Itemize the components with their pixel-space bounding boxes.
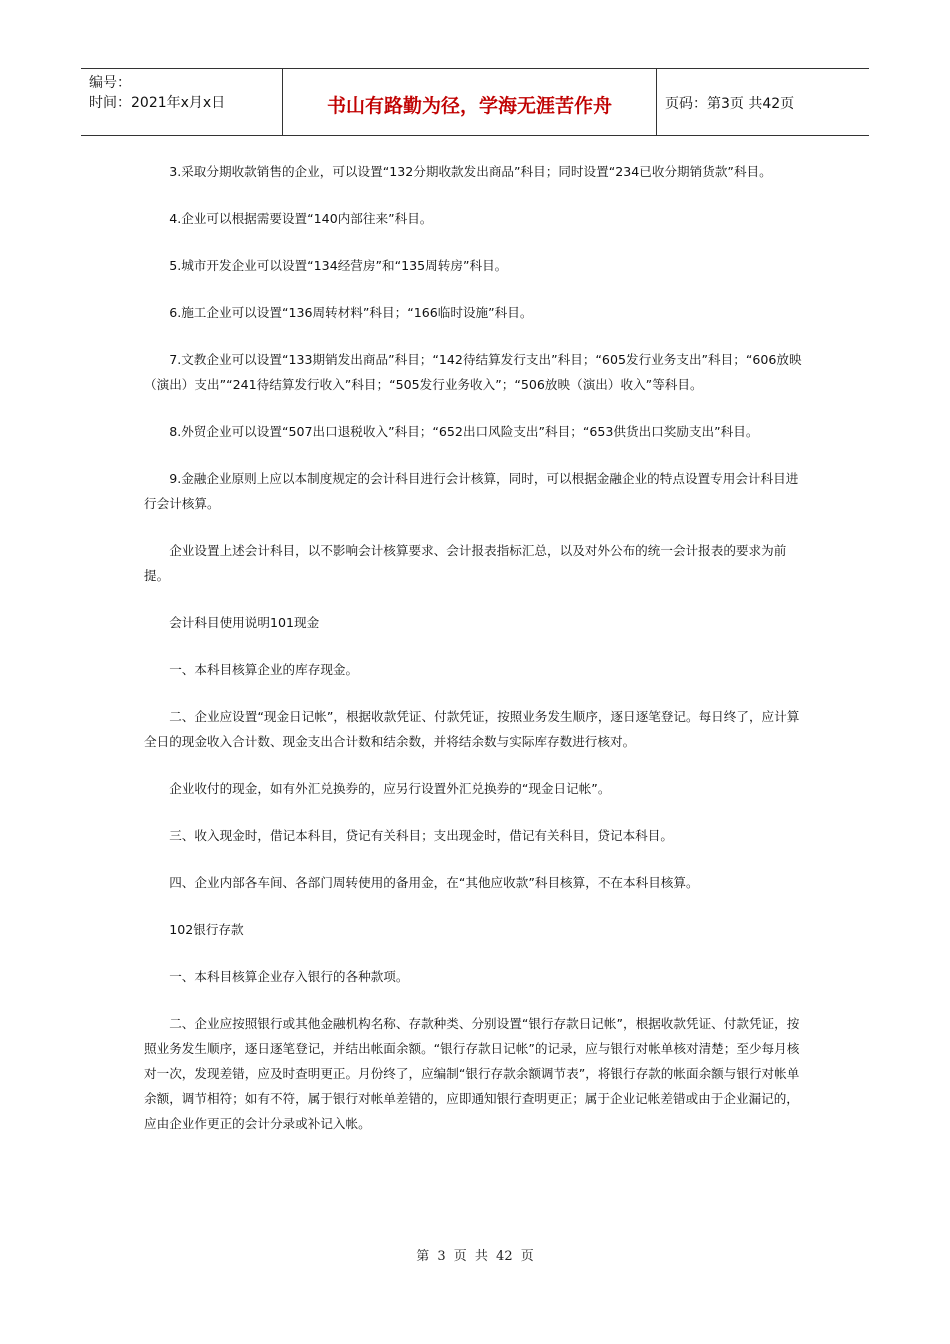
paragraph: 四、企业内部各车间、各部门周转使用的备用金，在“其他应收款”科目核算，不在本科目核算。 <box>169 875 699 890</box>
paragraph: 3.采取分期收款销售的企业，可以设置“132分期收款发出商品”科目；同时设置“234已收分期销货款”科目。 <box>169 164 772 179</box>
paragraph: 一、本科目核算企业的库存现金。 <box>169 662 359 677</box>
paragraph: 三、收入现金时，借记本科目，贷记有关科目；支出现金时，借记有关科目，贷记本科目。 <box>169 828 673 843</box>
header-divider-right <box>656 69 657 135</box>
paragraph: 8.外贸企业可以设置“507出口退税收入”科目；“652出口风险支出”科目；“653供货出口奖励支出”科目。 <box>169 424 759 439</box>
paragraph: 6.施工企业可以设置“136周转材料”科目；“166临时设施”科目。 <box>169 305 533 320</box>
paragraph: 二、企业应按照银行或其他金融机构名称、存款种类、分别设置“银行存款日记帐”，根据收款凭证、付款凭证，按照业务发生顺序，逐日逐笔登记，并结出帐面余额。“银行存款日记帐”的记录，应与银行对帐单核对清楚；至少每月核对一次，发现差错，应及时查明更正。月份终了，应编制“银行存款余额调节表”，将银行存款的帐面余额与银行对帐单余额，调节相符；如有不符，属于银行对帐单差错的，应即通知银行查明更正；属于企业记帐差错或由于企业漏记的，应由企业作更正的会计分录或补记入帐。 <box>144 1016 800 1131</box>
paragraph: 7.文教企业可以设置“133期销发出商品”科目；“142待结算发行支出”科目；“605发行业务支出”科目；“606放映（演出）支出”“241待结算发行收入”科目；“505发行业务收入”；“506放映（演出）收入”等科目。 <box>144 352 802 392</box>
document-body <box>144 159 808 1158</box>
paragraph: 9.金融企业原则上应以本制度规定的会计科目进行会计核算，同时，可以根据金融企业的特点设置专用会计科目进行会计核算。 <box>144 471 799 511</box>
section-heading: 会计科目使用说明101现金 <box>169 615 320 630</box>
paragraph: 5.城市开发企业可以设置“134经营房”和“135周转房”科目。 <box>169 258 508 273</box>
header-page-info: 页码：第3页 共42页 <box>665 96 795 112</box>
paragraph: 4.企业可以根据需要设置“140内部往来”科目。 <box>169 211 433 226</box>
header-motto: 书山有路勤为径，学海无涯苦作舟 <box>326 95 612 117</box>
section-heading: 102银行存款 <box>169 922 244 937</box>
document-date-label: 时间：2021年x月x日 <box>89 95 226 111</box>
header-meta <box>89 73 225 113</box>
page-header <box>81 68 869 136</box>
page-footer: 第 3 页 共 42 页 <box>416 1249 534 1264</box>
paragraph: 企业收付的现金，如有外汇兑换券的，应另行设置外汇兑换券的“现金日记帐”。 <box>169 781 611 796</box>
document-number-label: 编号： <box>89 75 131 91</box>
paragraph: 企业设置上述会计科目，以不影响会计核算要求、会计报表指标汇总，以及对外公布的统一会计报表的要求为前提。 <box>144 543 787 583</box>
paragraph: 二、企业应设置“现金日记帐”，根据收款凭证、付款凭证，按照业务发生顺序，逐日逐笔登记。每日终了，应计算全日的现金收入合计数、现金支出合计数和结余数，并将结余数与实际库存数进行核对。 <box>144 709 800 749</box>
paragraph: 一、本科目核算企业存入银行的各种款项。 <box>169 969 409 984</box>
